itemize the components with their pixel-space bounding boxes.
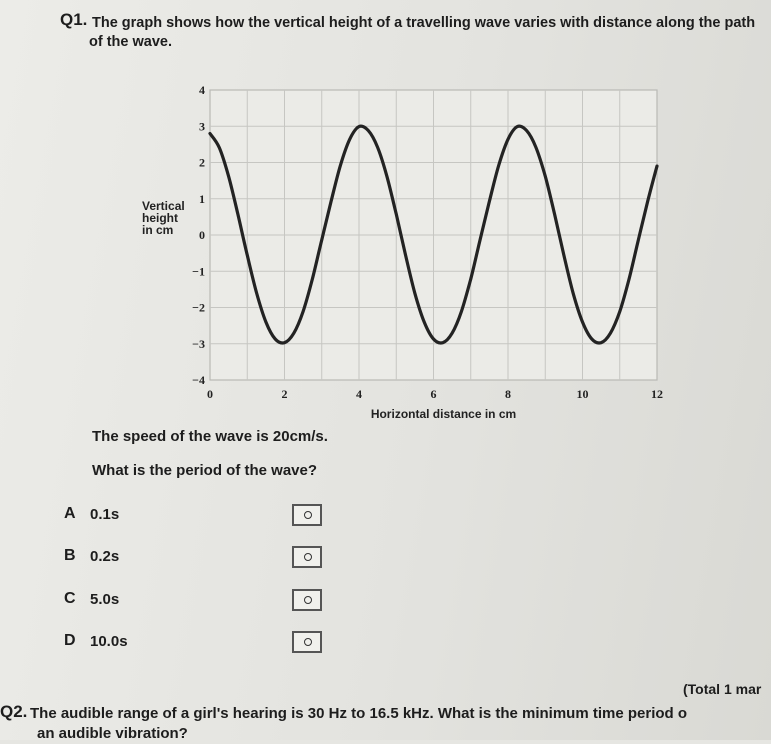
speed-statement: The speed of the wave is 20cm/s. [92, 428, 328, 445]
x-axis-title: Horizontal distance in cm [370, 407, 517, 421]
radio-circle-icon [304, 638, 312, 646]
question-2-text-line2: an audible vibration? [37, 725, 188, 742]
question-prompt: What is the period of the wave? [92, 462, 318, 479]
x-tick-label: 10 [576, 387, 589, 401]
wave-graph [120, 72, 680, 427]
radio-circle-icon [304, 553, 312, 561]
option-d-value: 10.0s [90, 633, 128, 650]
x-tick-label: 2 [281, 387, 288, 401]
option-b-value: 0.2s [90, 548, 120, 565]
y-tick-label: 2 [199, 155, 205, 170]
question-2-text [30, 704, 687, 744]
x-tick-label: 6 [430, 387, 437, 401]
question-1-text-line2: of the wave. [89, 34, 172, 50]
y-tick-label: 3 [199, 119, 205, 134]
question-1-number: Q1. [60, 10, 88, 29]
y-tick-label: 0 [199, 228, 205, 242]
question-1-text [89, 14, 771, 52]
y-tick-label: 1 [199, 191, 205, 206]
total-marks: (Total 1 mar [683, 681, 762, 697]
y-axis-ticks [192, 83, 205, 387]
y-tick-label: −2 [192, 300, 205, 315]
y-axis-title [142, 199, 185, 237]
option-a-letter: A [64, 505, 76, 522]
y-tick-label: −3 [192, 336, 205, 351]
question-2-number: Q2. [0, 702, 28, 721]
option-d-letter: D [64, 632, 76, 649]
question-2-text-line1: The audible range of a girl's hearing is 30 Hz to 16.5 kHz. What is the minimum time period o [30, 705, 688, 722]
y-tick-label: 4 [199, 83, 205, 97]
option-a-answer-box[interactable] [292, 504, 322, 526]
option-d-answer-box[interactable] [292, 631, 322, 653]
x-tick-label: 12 [651, 387, 663, 401]
option-c-letter: C [64, 590, 76, 607]
x-tick-label: 4 [356, 387, 362, 401]
radio-circle-icon [304, 596, 312, 604]
x-tick-label: 0 [207, 387, 213, 401]
radio-circle-icon [304, 511, 312, 519]
x-axis-ticks [207, 387, 663, 401]
option-a-value: 0.1s [90, 506, 120, 523]
y-axis-title-line: height [142, 211, 178, 225]
x-tick-label: 8 [505, 387, 511, 401]
option-c-value: 5.0s [90, 591, 120, 608]
y-axis-title-line: Vertical [142, 199, 185, 213]
option-c-answer-box[interactable] [292, 589, 322, 611]
y-axis-title-line: in cm [142, 223, 174, 237]
question-1-text-line1: The graph shows how the vertical height of a travelling wave varies with distance along the path [92, 15, 756, 31]
y-tick-label: −4 [192, 373, 205, 387]
y-tick-label: −1 [192, 264, 205, 279]
option-b-letter: B [64, 547, 76, 564]
option-b-answer-box[interactable] [292, 546, 322, 568]
